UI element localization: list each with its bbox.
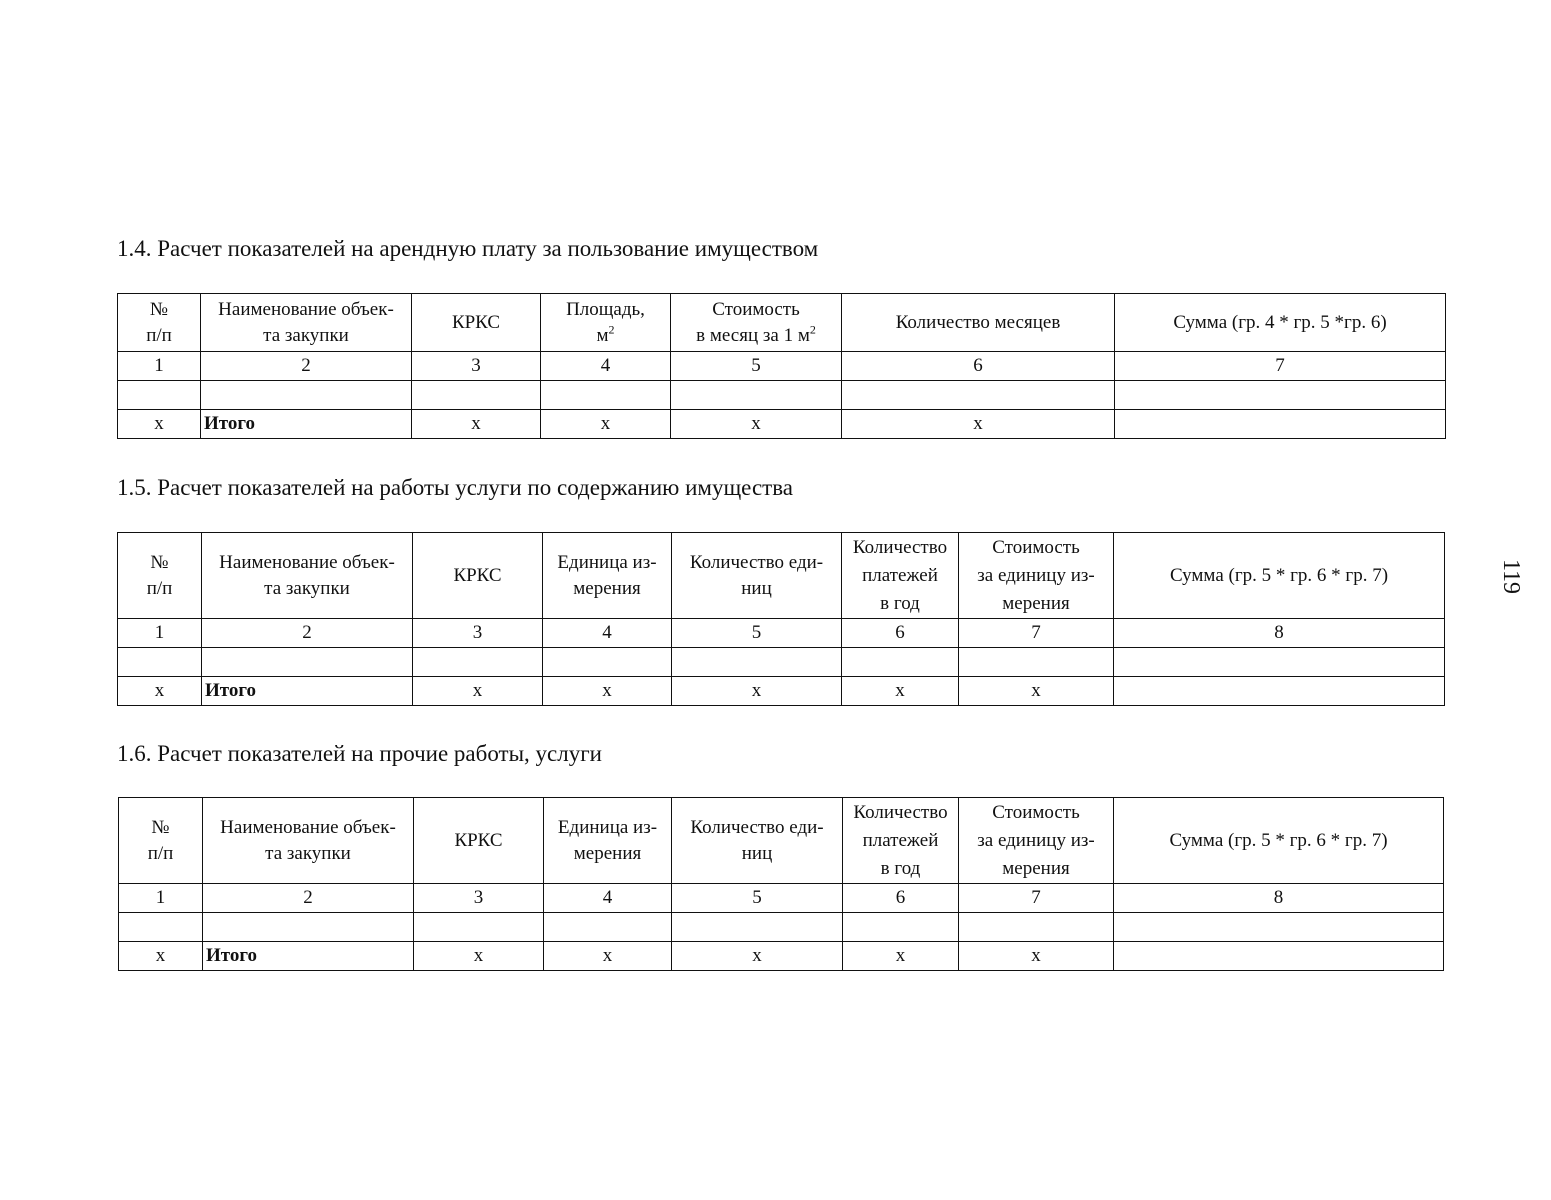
total-cell: x	[843, 942, 959, 971]
total-cell: x	[672, 677, 842, 706]
col-header-name: Наименование объек- та закупки	[203, 798, 414, 884]
table-cell	[119, 913, 203, 942]
section-title-1-6: 1.6. Расчет показателей на прочие работы, услуги	[117, 741, 602, 766]
column-number-row	[119, 884, 1444, 913]
table-cell	[671, 381, 842, 410]
table-cell	[959, 913, 1114, 942]
table-cell	[672, 648, 842, 677]
column-number: 3	[412, 352, 541, 381]
col-header-krks: КРКС	[412, 294, 541, 352]
column-number: 4	[544, 884, 672, 913]
superscript: 2	[809, 322, 816, 337]
col-header-number: № п/п	[118, 533, 202, 619]
column-number: 1	[118, 619, 202, 648]
total-cell: x	[118, 410, 201, 439]
table-cell	[541, 381, 671, 410]
table-cell	[118, 648, 202, 677]
col-header-unit: Единица из- мерения	[544, 798, 672, 884]
column-number-row	[118, 352, 1446, 381]
column-number: 5	[671, 352, 842, 381]
header-row	[119, 798, 1444, 884]
total-cell: x	[959, 942, 1114, 971]
table-cell	[1115, 381, 1446, 410]
col-header-number: № п/п	[119, 798, 203, 884]
total-row	[118, 677, 1445, 706]
total-cell: x	[412, 410, 541, 439]
col-header-sum: Сумма (гр. 4 * гр. 5 *гр. 6)	[1115, 294, 1446, 352]
column-number: 5	[672, 884, 843, 913]
total-cell: x	[541, 410, 671, 439]
column-number: 3	[414, 884, 544, 913]
table-cell	[203, 913, 414, 942]
total-label: Итого	[202, 677, 413, 706]
table-cell	[843, 913, 959, 942]
total-cell: x	[119, 942, 203, 971]
total-cell: x	[544, 942, 672, 971]
total-cell: x	[672, 942, 843, 971]
total-sum-cell	[1114, 677, 1445, 706]
column-number: 6	[842, 352, 1115, 381]
total-row	[118, 410, 1446, 439]
col-header-unit: Единица из- мерения	[543, 533, 672, 619]
total-cell: x	[543, 677, 672, 706]
total-row	[119, 942, 1444, 971]
total-cell: x	[842, 410, 1115, 439]
column-number: 8	[1114, 884, 1444, 913]
col-header-cost-per-month	[671, 294, 842, 352]
column-number: 1	[118, 352, 201, 381]
header-row	[118, 294, 1446, 352]
table-cell	[1114, 913, 1444, 942]
col-header-payments: Количество платежей в год	[843, 798, 959, 884]
column-number-row	[118, 619, 1445, 648]
total-cell: x	[413, 677, 543, 706]
section-title-1-5: 1.5. Расчет показателей на работы услуги по содержанию имущества	[117, 475, 793, 500]
total-cell: x	[118, 677, 202, 706]
col-header-krks: КРКС	[413, 533, 543, 619]
table-cell	[543, 648, 672, 677]
col-header-krks: КРКС	[414, 798, 544, 884]
column-number: 5	[672, 619, 842, 648]
col-header-payments: Количество платежей в год	[842, 533, 959, 619]
total-cell: x	[959, 677, 1114, 706]
table-cell	[118, 381, 201, 410]
column-number: 1	[119, 884, 203, 913]
table-cell	[1114, 648, 1445, 677]
column-number: 6	[842, 619, 959, 648]
table-cell	[414, 913, 544, 942]
col-header-sum: Сумма (гр. 5 * гр. 6 * гр. 7)	[1114, 798, 1444, 884]
table-cell	[412, 381, 541, 410]
total-sum-cell	[1115, 410, 1446, 439]
col-header-area	[541, 294, 671, 352]
table-cell	[201, 381, 412, 410]
column-number: 2	[202, 619, 413, 648]
table-1-5	[117, 532, 1445, 706]
total-cell: x	[414, 942, 544, 971]
col-header-quantity: Количество еди- ниц	[672, 533, 842, 619]
table-cell	[413, 648, 543, 677]
column-number: 7	[959, 619, 1114, 648]
column-number: 7	[1115, 352, 1446, 381]
table-cell	[842, 381, 1115, 410]
col-header-unit-cost: Стоимость за единицу из- мерения	[959, 798, 1114, 884]
superscript: 2	[608, 322, 615, 337]
column-number: 4	[541, 352, 671, 381]
col-header-cost-text: Стоимость в месяц за 1 м	[696, 298, 810, 346]
column-number: 6	[843, 884, 959, 913]
table-1-4	[117, 293, 1446, 439]
col-header-months: Количество месяцев	[842, 294, 1115, 352]
total-cell: x	[842, 677, 959, 706]
table-row	[118, 381, 1446, 410]
column-number: 2	[201, 352, 412, 381]
total-label: Итого	[201, 410, 412, 439]
col-header-quantity: Количество еди- ниц	[672, 798, 843, 884]
col-header-number: № п/п	[118, 294, 201, 352]
col-header-area-text: Площадь, м	[566, 298, 645, 346]
col-header-name: Наименование объек- та закупки	[202, 533, 413, 619]
col-header-name: Наименование объек- та закупки	[201, 294, 412, 352]
section-title-1-4: 1.4. Расчет показателей на арендную плату за пользование имуществом	[117, 236, 819, 261]
table-row	[118, 648, 1445, 677]
header-row	[118, 533, 1445, 619]
column-number: 8	[1114, 619, 1445, 648]
page-number: 119	[1498, 558, 1525, 595]
table-cell	[202, 648, 413, 677]
table-cell	[672, 913, 843, 942]
table-row	[119, 913, 1444, 942]
table-cell	[842, 648, 959, 677]
column-number: 2	[203, 884, 414, 913]
table-cell	[959, 648, 1114, 677]
col-header-unit-cost: Стоимость за единицу из- мерения	[959, 533, 1114, 619]
column-number: 3	[413, 619, 543, 648]
table-cell	[544, 913, 672, 942]
total-cell: x	[671, 410, 842, 439]
total-label: Итого	[203, 942, 414, 971]
column-number: 7	[959, 884, 1114, 913]
table-1-6	[118, 797, 1444, 971]
column-number: 4	[543, 619, 672, 648]
col-header-sum: Сумма (гр. 5 * гр. 6 * гр. 7)	[1114, 533, 1445, 619]
total-sum-cell	[1114, 942, 1444, 971]
